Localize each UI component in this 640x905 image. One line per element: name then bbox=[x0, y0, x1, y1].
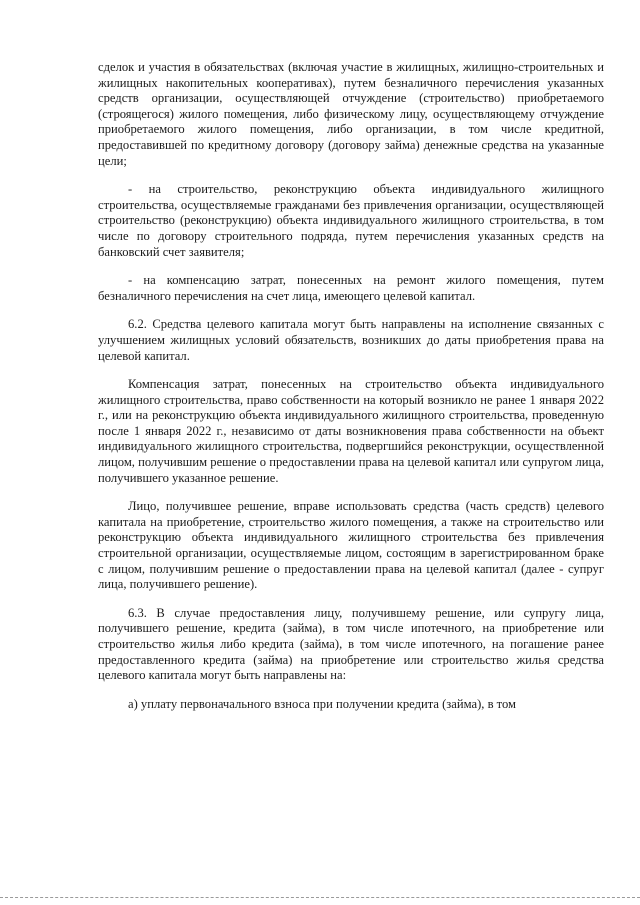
paragraph-section-6-3: 6.3. В случае предоставления лицу, получившему решение, или супругу лица, получившего решение, кредита (займа), в том числе ипотечного, на приобретение или строительство жилья либо кредита (займа), в том числе ипотечного, на погашение ранее предоставленного кредита (займа) на приобретение или строительство жилья средства целевого капитала могут быть направлены на: bbox=[98, 605, 604, 683]
paragraph-repair-compensation-item: - на компенсацию затрат, понесенных на ремонт жилого помещения, путем безналичного перечисления на счет лица, имеющего целевой капитал. bbox=[98, 273, 604, 303]
document-body bbox=[98, 60, 604, 724]
paragraph-spouse-usage: Лицо, получившее решение, вправе использовать средства (часть средств) целевого капитала на приобретение, строительство жилого помещения, а также на строительство или реконструкцию объекта индивидуального жилищного строительства без привлечения строительной организации, осуществляемые лицом, состоящим в зарегистрированном браке с лицом, получившим решение о предоставлении права на целевой капитал (далее - супруг лица, получившего решение). bbox=[98, 499, 604, 592]
paragraph-transaction-payment: сделок и участия в обязательствах (включая участие в жилищных, жилищно-строительных и жилищных накопительных кооперативах), путем безналичного перечисления указанных средств организации, осуществляющей отчуждение (строительство) приобретаемого (строящегося) жилого помещения, либо физическому лицу, осуществляющему отчуждение приобретаемого жилого помещения, либо организации, в том числе кредитной, предоставившей по кредитному договору (договору займа) денежные средства на указанные цели; bbox=[98, 60, 604, 168]
page-bottom-rule bbox=[0, 897, 640, 898]
paragraph-section-6-2: 6.2. Средства целевого капитала могут быть направлены на исполнение связанных с улучшением жилищных условий обязательств, возникших до даты приобретения права на целевой капитал. bbox=[98, 317, 604, 363]
paragraph-construction-item: - на строительство, реконструкцию объекта индивидуального жилищного строительства, осуществляемые гражданами без привлечения организации, осуществляющей строительство (реконструкцию) объекта индивидуального жилищного строительства, в том числе по договору строительного подряда, путем перечисления указанных средств на банковский счет заявителя; bbox=[98, 182, 604, 259]
paragraph-cost-compensation: Компенсация затрат, понесенных на строительство объекта индивидуального жилищного строительства, право собственности на который возникло не ранее 1 января 2022 г., или на реконструкцию объекта индивидуального жилищного строительства, проведенную после 1 января 2022 г., независимо от даты возникновения права собственности на объект индивидуального жилищного строительства, подвергшийся реконструкции, осуществленной лицом, получившим решение о предоставлении права на целевой капитал или супругом лица, получившего указанное решение. bbox=[98, 377, 604, 485]
paragraph-item-a: а) уплату первоначального взноса при получении кредита (займа), в том bbox=[128, 696, 517, 711]
